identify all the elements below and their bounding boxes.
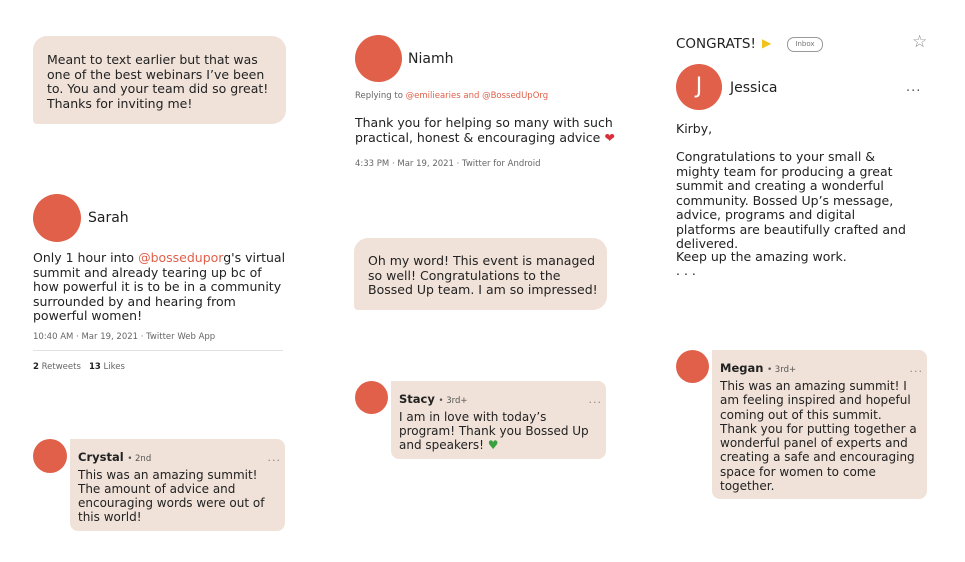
- email-subject: CONGRATS!: [676, 36, 756, 52]
- megan-comment-card: [712, 350, 927, 499]
- niamh-tweet-meta: 4:33 PM · Mar 19, 2021 · Twitter for Android: [355, 159, 541, 169]
- reply-mentions[interactable]: @emiliearies and @BossedUpOrg: [405, 91, 549, 101]
- retweets-link[interactable]: [33, 362, 81, 372]
- tweet-text-suffix: g's virtual summit and already tearing up bc of how powerful it is to be in a community surrounded by and hearing from powerful women!: [33, 250, 286, 323]
- crystal-name[interactable]: Crystal: [78, 450, 124, 464]
- mention-link[interactable]: @bossedupor: [138, 250, 224, 265]
- avatar-letter: J: [695, 74, 703, 99]
- megan-header: [720, 361, 796, 375]
- megan-avatar[interactable]: [676, 350, 709, 383]
- niamh-name[interactable]: Niamh: [408, 51, 454, 67]
- more-options-icon[interactable]: ...: [267, 451, 281, 464]
- stacy-name[interactable]: Stacy: [399, 392, 435, 406]
- tweet-stats: [33, 362, 125, 372]
- message-text: Meant to text earlier but that was one of the best webinars I’ve been to. You and your team did so great! Thanks for inviting me!: [47, 52, 269, 111]
- sarah-tweet-meta: 10:40 AM · Mar 19, 2021 · Twitter Web App: [33, 332, 216, 342]
- more-options-icon[interactable]: ...: [906, 80, 922, 95]
- message-text: Oh my word! This event is managed so well! Congratulations to the Bossed Up team. I am so impressed!: [368, 253, 598, 297]
- more-options-icon[interactable]: ...: [909, 362, 923, 375]
- likes-link[interactable]: [89, 362, 125, 372]
- megan-comment-text: This was an amazing summit! I am feeling inspired and hopeful coming out of this summit. Thank you for putting together a wonderful panel of experts and creating a safe and encouraging space for women to come together.: [720, 379, 917, 494]
- message-bubble-middle: [354, 238, 607, 310]
- niamh-reply-line: [355, 91, 548, 101]
- retweets-label: Retweets: [41, 362, 81, 372]
- crystal-degree: • 2nd: [127, 454, 152, 464]
- email-body: Congratulations to your small & mighty team for producing a great summit and creating a wonderful community. Bossed Up’s message, advice, programs and digital platforms are beautifully crafted and delivered.: [676, 149, 906, 251]
- crystal-comment-card: [70, 439, 285, 531]
- sarah-tweet-text: [33, 251, 289, 324]
- star-icon[interactable]: ☆: [912, 32, 928, 52]
- email-ellipsis[interactable]: . . .: [676, 263, 696, 278]
- niamh-avatar[interactable]: [355, 35, 402, 82]
- crystal-comment-text: This was an amazing summit! The amount of advice and encouraging words were out of this world!: [78, 468, 265, 524]
- tweet-text-prefix: Only 1 hour into: [33, 250, 139, 265]
- likes-count: 13: [89, 362, 101, 372]
- jessica-avatar[interactable]: [676, 64, 722, 110]
- stacy-comment-body: I am in love with today’s program! Thank you Bossed Up and speakers!: [399, 410, 589, 452]
- email-sender[interactable]: Jessica: [730, 80, 778, 96]
- stacy-avatar[interactable]: [355, 381, 388, 414]
- email-greeting: Kirby,: [676, 121, 713, 136]
- green-heart-emoji-icon: ♥: [487, 438, 499, 452]
- crystal-avatar[interactable]: [33, 439, 67, 473]
- niamh-tweet-body: Thank you for helping so many with such practical, honest & encouraging advice: [355, 115, 613, 145]
- niamh-tweet-text: [355, 116, 615, 145]
- stacy-header: [399, 392, 468, 406]
- tweet-divider: [33, 350, 283, 351]
- heart-emoji-icon: ❤: [604, 129, 615, 145]
- sarah-avatar[interactable]: [33, 194, 81, 242]
- message-bubble-top-left: [33, 36, 286, 124]
- likes-label: Likes: [103, 362, 125, 372]
- sarah-name[interactable]: Sarah: [88, 210, 129, 226]
- email-closing: Keep up the amazing work.: [676, 249, 847, 264]
- megan-degree: • 3rd+: [767, 365, 797, 375]
- stacy-degree: • 3rd+: [438, 396, 468, 406]
- crystal-header: [78, 450, 151, 464]
- stacy-comment-card: [391, 381, 606, 459]
- megan-name[interactable]: Megan: [720, 361, 764, 375]
- inbox-label-chip[interactable]: Inbox: [787, 37, 823, 52]
- reply-prefix: Replying to: [355, 91, 406, 101]
- retweets-count: 2: [33, 362, 39, 372]
- more-options-icon[interactable]: ...: [588, 393, 602, 406]
- label-tag-icon: ▶: [762, 36, 772, 50]
- stacy-comment-text: [399, 410, 599, 452]
